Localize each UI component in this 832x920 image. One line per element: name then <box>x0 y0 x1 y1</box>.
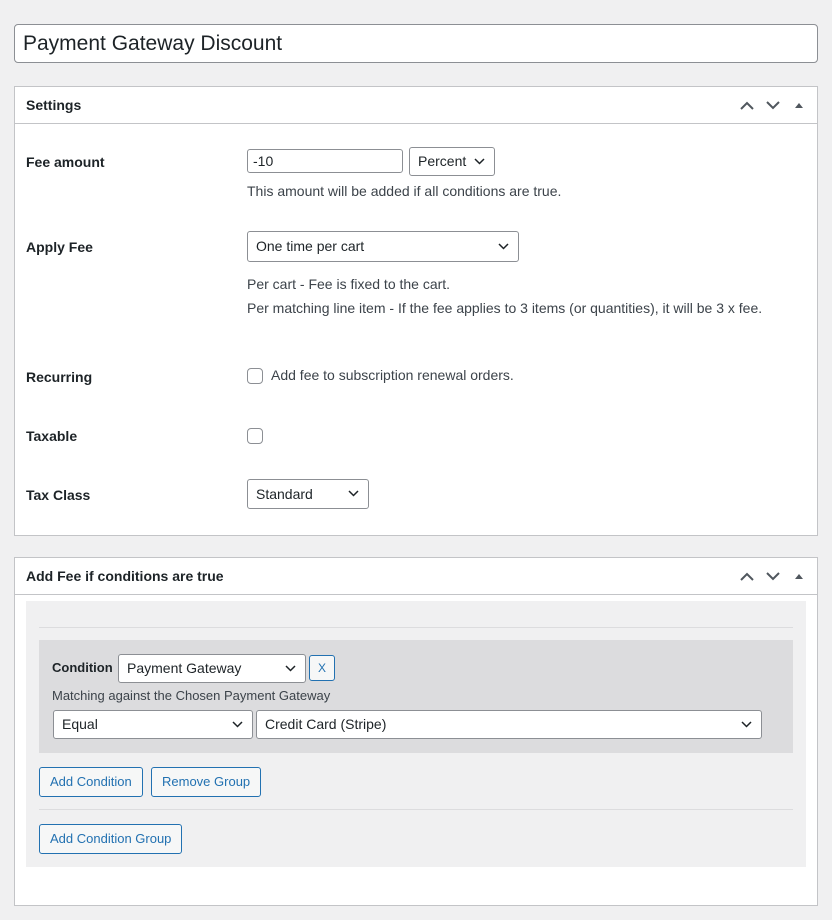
move-up-button[interactable] <box>737 567 757 587</box>
conditions-panel <box>14 557 818 906</box>
remove-group-button[interactable]: Remove Group <box>151 767 261 797</box>
select-chevron-icon <box>741 721 752 728</box>
select-chevron-icon <box>498 243 509 250</box>
taxable-checkbox[interactable] <box>247 428 263 444</box>
group-divider <box>39 809 793 810</box>
remove-condition-button[interactable]: X <box>309 655 335 681</box>
settings-panel <box>14 86 818 536</box>
panel-header-controls <box>737 87 809 124</box>
panel-header-controls <box>737 558 809 595</box>
fee-amount-label: Fee amount <box>26 154 105 170</box>
condition-row <box>39 640 793 753</box>
condition-label: Condition <box>52 660 113 675</box>
chevron-down-icon <box>766 101 780 110</box>
fee-unit-select[interactable] <box>409 147 495 176</box>
recurring-label: Recurring <box>26 369 93 385</box>
operator-selected: Equal <box>62 716 98 732</box>
triangle-up-icon <box>794 573 804 580</box>
conditions-panel-header[interactable] <box>15 558 817 595</box>
condition-groups-container <box>26 601 806 867</box>
apply-fee-desc-line2: Per matching line item - If the fee applies to 3 items (or quantities), it will be 3 x fee. <box>247 300 763 316</box>
tax-class-label: Tax Class <box>26 487 91 503</box>
select-chevron-icon <box>474 158 485 165</box>
toggle-panel-button[interactable] <box>789 96 809 116</box>
move-up-button[interactable] <box>737 96 757 116</box>
settings-panel-header[interactable] <box>15 87 817 124</box>
toggle-panel-button[interactable] <box>789 567 809 587</box>
condition-type-select[interactable] <box>118 654 306 683</box>
fee-amount-description: This amount will be added if all conditions are true. <box>247 183 562 199</box>
taxable-label: Taxable <box>26 428 78 444</box>
tax-class-select[interactable] <box>247 479 369 509</box>
operator-select[interactable] <box>53 710 253 739</box>
condition-type-selected: Payment Gateway <box>127 660 242 676</box>
select-chevron-icon <box>348 490 359 497</box>
fee-amount-input[interactable]: -10 <box>247 149 403 173</box>
chevron-up-icon <box>740 101 754 110</box>
group-divider <box>39 627 793 628</box>
settings-panel-title: Settings <box>26 97 82 113</box>
select-chevron-icon <box>285 665 296 672</box>
matching-description: Matching against the Chosen Payment Gateway <box>52 688 331 703</box>
apply-fee-selected: One time per cart <box>256 238 365 254</box>
apply-fee-select[interactable] <box>247 231 519 262</box>
condition-value-selected: Credit Card (Stripe) <box>265 716 387 732</box>
move-down-button[interactable] <box>763 567 783 587</box>
triangle-up-icon <box>794 102 804 109</box>
post-title-input[interactable]: Payment Gateway Discount <box>14 24 818 63</box>
chevron-up-icon <box>740 572 754 581</box>
recurring-checkbox-label: Add fee to subscription renewal orders. <box>271 367 514 383</box>
chevron-down-icon <box>766 572 780 581</box>
add-condition-button[interactable]: Add Condition <box>39 767 143 797</box>
conditions-panel-title: Add Fee if conditions are true <box>26 568 224 584</box>
recurring-checkbox[interactable] <box>247 368 263 384</box>
add-condition-group-button[interactable]: Add Condition Group <box>39 824 182 854</box>
apply-fee-desc-line1: Per cart - Fee is fixed to the cart. <box>247 276 451 292</box>
fee-unit-selected: Percent <box>418 153 467 169</box>
condition-value-select[interactable] <box>256 710 762 739</box>
apply-fee-label: Apply Fee <box>26 239 93 255</box>
move-down-button[interactable] <box>763 96 783 116</box>
tax-class-selected: Standard <box>256 486 313 502</box>
select-chevron-icon <box>232 721 243 728</box>
